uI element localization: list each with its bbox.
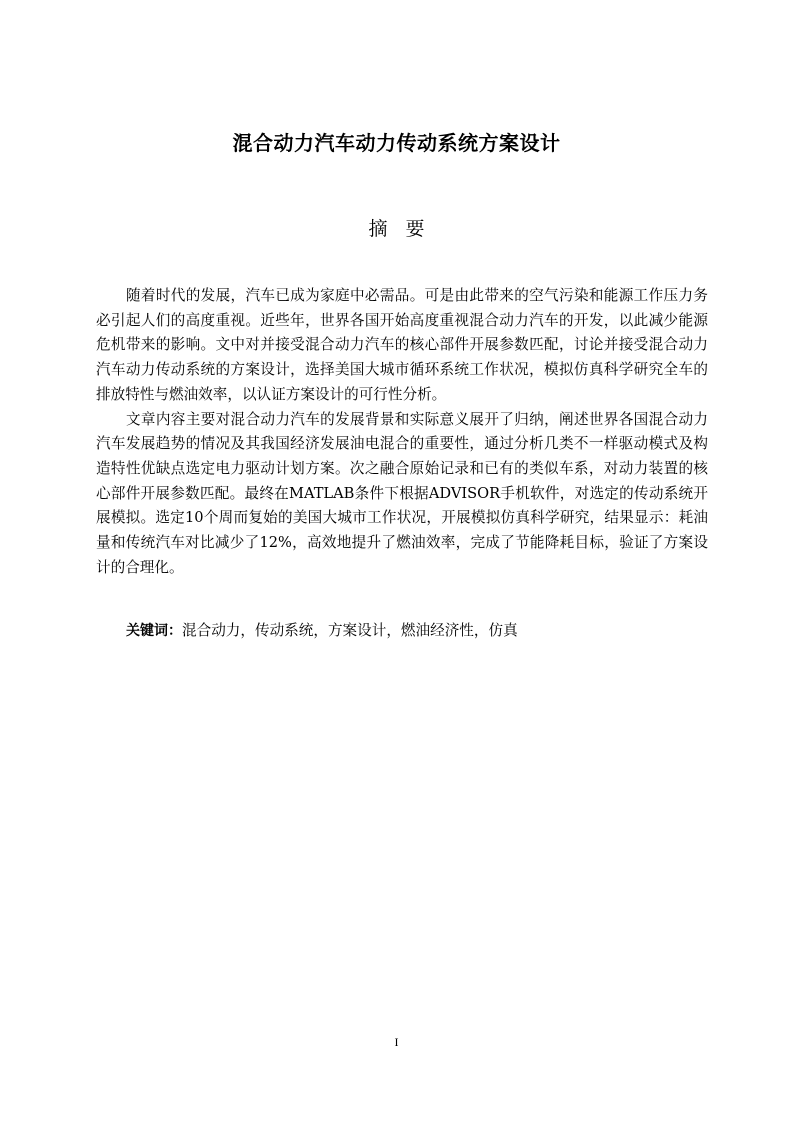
abstract-heading: 摘 要 — [368, 218, 431, 240]
abstract-paragraph-2: 文章内容主要对混合动力汽车的发展背景和实际意义展开了归纳，阐述世界各国混合动力汽车发展趋势的情况及其我国经济发展油电混合的重要性，通过分析几类不一样驱动模式及构造特性优缺点选定电力驱动计划方案。次之融合原始记录和已有的类似车系，对动力装置的核心部件开展参数匹配。最终在MATLAB条件下根据ADVISOR手机软件，对选定的传动系统开展模拟。选定10个周而复始的美国大城市工作状况，开展模拟仿真科学研究，结果显示：耗油量和传统汽车对比减少了12%，高效地提升了燃油效率，完成了节能降耗目标，验证了方案设计的合理化。 — [96, 410, 708, 576]
abstract-body — [96, 284, 708, 580]
page-title: 混合动力汽车动力传动系统方案设计 — [232, 131, 561, 155]
abstract-paragraph-1: 随着时代的发展，汽车已成为家庭中必需品。可是由此带来的空气污染和能源工作压力务必引起人们的高度重视。近些年，世界各国开始高度重视混合动力汽车的开发，以此减少能源危机带来的影响。文中对并接受混合动力汽车的核心部件开展参数匹配，讨论并接受混合动力汽车动力传动系统的方案设计，选择美国大城市循环系统工作状况，模拟仿真科学研究全车的排放特性与燃油效率，以认证方案设计的可行性分析。 — [96, 287, 708, 403]
keywords-text: 混合动力，传动系统，方案设计，燃油经济性，仿真 — [182, 622, 518, 639]
keywords-line — [126, 619, 708, 643]
page-number: I — [394, 1035, 399, 1049]
keywords-label: 关键词： — [126, 623, 182, 639]
